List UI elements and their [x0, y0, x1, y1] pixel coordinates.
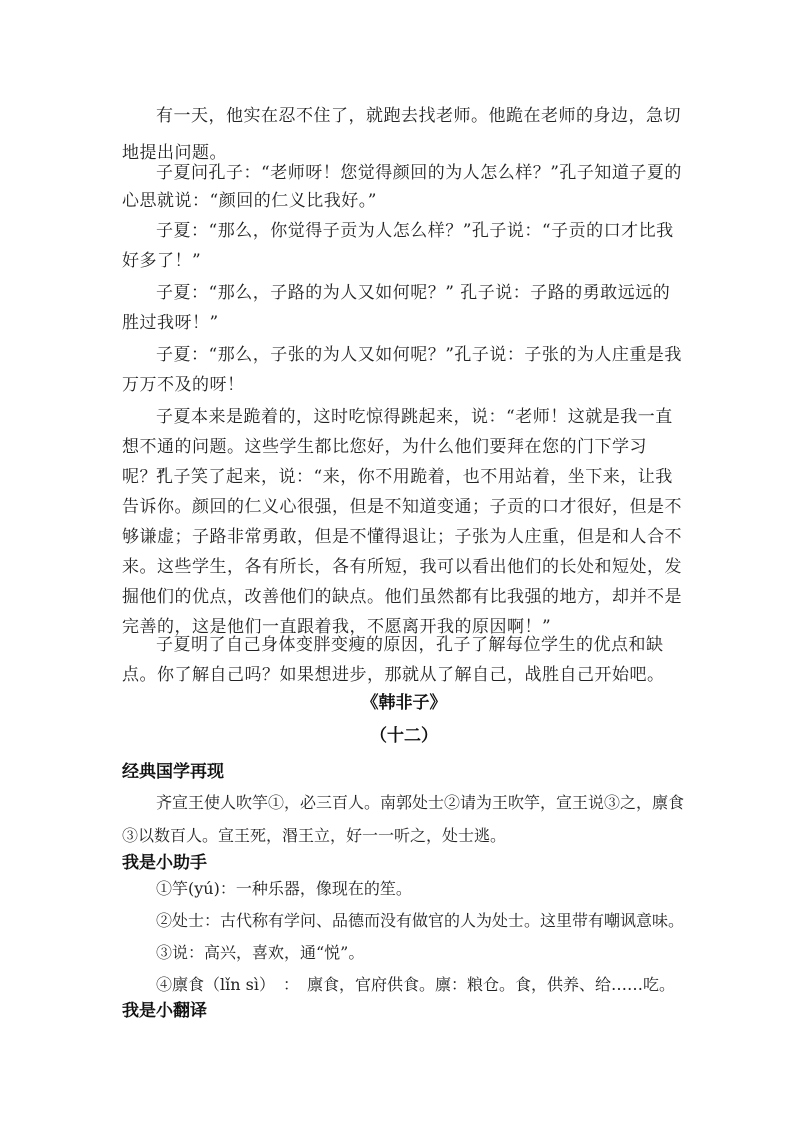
story-paragraph-5: 子夏：“那么，子张的为人又如何呢？”孔子说：子张的为人庄重是我万万不及的呀！ [122, 345, 682, 395]
classic-text: 齐宣王使人吹竽①，必三百人。南郭处士②请为王吹竽，宣王说③之，廪食③以数百人。宣王死，湣王立，好一一听之，处士逃。 [122, 793, 685, 845]
heading-classic: 经典国学再现 [122, 762, 224, 782]
heading-translate: 我是小翻译 [122, 1001, 207, 1021]
story-paragraph-6: 子夏本来是跪着的，这时吃惊得跳起来，说：“老师！这就是我一直想不通的问题。这些学生都比您好，为什么他们要拜在您的门下学习呢？” [122, 407, 673, 487]
note-1: ①竽(yú)：一种乐器，像现在的笙。 [156, 879, 412, 898]
story-paragraph-8: 子夏明了自己身体变胖变瘦的原因，孔子了解每位学生的优点和缺点。你了解自己吗？如果想进步，那就从了解自己，战胜自己开始吧。 [122, 635, 665, 685]
story-paragraph-7: 孔子笑了起来，说：“来，你不用跪着，也不用站着，坐下来，让我告诉你。颜回的仁义心很强，但是不知道变通；子贡的口才很好，但是不够谦虚；子路非常勇敢，但是不懂得退让；子张为人庄重，但是和人合不来。这些学生，各有所长，各有所短，我可以看出他们的长处和短处，发掘他们的优点，改善他们的缺点。他们虽然都有比我强的地方，却并不是完善的，这是他们一直跟着我，不愿离开我的原因啊！” [122, 467, 682, 637]
story-paragraph-4: 子夏：“那么，子路的为人又如何呢？” 孔子说：子路的勇敢远远的胜过我呀！” [122, 283, 671, 333]
note-2: ②处士：古代称有学问、品德而没有做官的人为处士。这里带有嘲讽意味。 [156, 911, 685, 930]
story-paragraph-1: 有一天，他实在忍不住了，就跑去找老师。他跪在老师的身边，急切地提出问题。 [122, 106, 681, 163]
story-paragraph-2: 子夏问孔子：“老师呀！您觉得颜回的为人怎么样？”孔子知道子夏的心思就说：“颜回的仁义比我好。” [122, 163, 682, 211]
note-3: ③说：高兴，喜欢，通“悦”。 [156, 943, 365, 962]
note-4: ④廪食（lǐn sì） ： 廪食，官府供食。廪：粮仓。食，供养、给……吃。 [156, 975, 675, 994]
story-paragraph-3: 子夏：“那么，你觉得子贡为人怎么样？”孔子说：“子贡的口才比我好多了！” [122, 221, 674, 271]
heading-helper: 我是小助手 [122, 853, 207, 873]
book-title: 《韩非子》 [361, 693, 447, 713]
chapter-number: （十二） [370, 726, 438, 746]
